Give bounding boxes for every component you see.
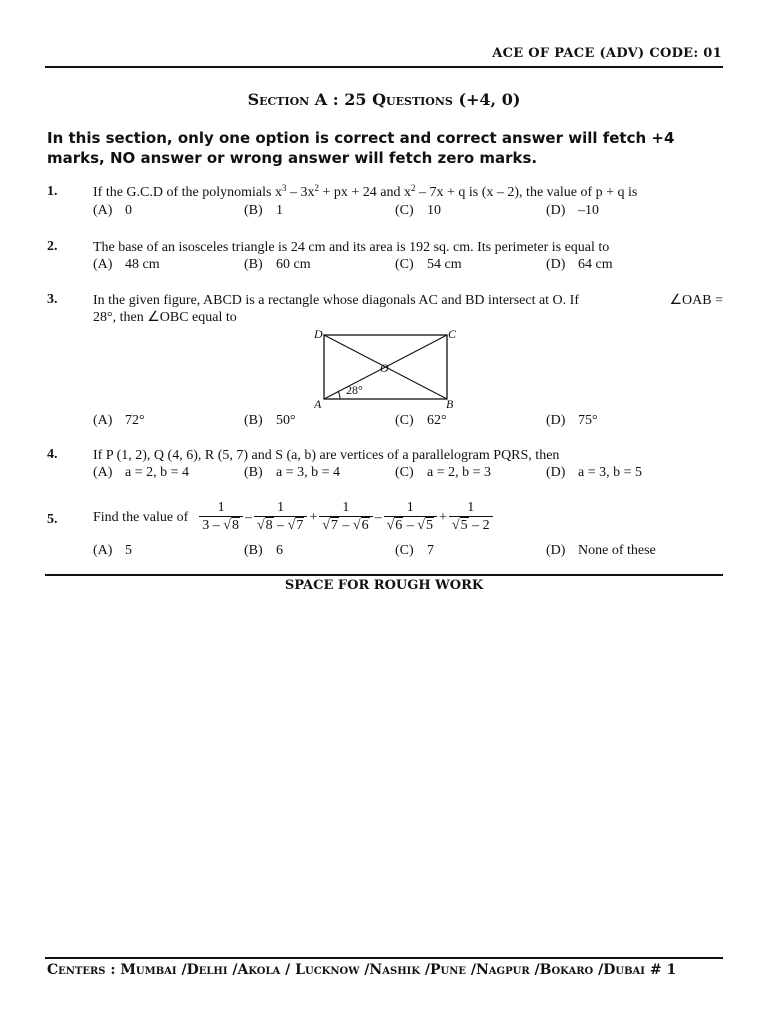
rough-work-rule bbox=[45, 574, 723, 576]
option-c[interactable]: (C) 62° bbox=[395, 413, 447, 428]
question-1 bbox=[47, 184, 727, 224]
question-5 bbox=[47, 500, 727, 562]
label-c: C bbox=[448, 328, 457, 341]
question-2 bbox=[47, 239, 727, 279]
option-c[interactable]: (C) 10 bbox=[395, 203, 441, 218]
option-a[interactable]: (A) a = 2, b = 4 bbox=[93, 465, 190, 480]
options-row bbox=[93, 465, 733, 483]
label-o: O bbox=[380, 361, 389, 375]
footer-centers: Centers : Mumbai /Delhi /Akola / Lucknow /Nashik /Pune /Nagpur /Bokaro /Dubai # 1 bbox=[47, 962, 677, 978]
fraction-1: $\frac{1}{3 - √8}$ bbox=[199, 500, 243, 535]
fraction-5: $\frac{1}{√5 - 2}$ bbox=[449, 500, 493, 535]
question-text: If the G.C.D of the polynomials $x^3 - 3x^2$ + px + 24 and $x^2 - 7x + q$ is (x – 2), the value of p + q is bbox=[93, 183, 638, 200]
option-b[interactable]: (B) 1 bbox=[244, 203, 283, 218]
option-d[interactable]: (D) 64 cm bbox=[546, 257, 613, 272]
option-d[interactable]: (D) a = 3, b = 5 bbox=[546, 465, 643, 480]
angle-oab: ∠OAB bbox=[669, 293, 712, 308]
fraction-4: $\frac{1}{√6 - √5}$ bbox=[384, 500, 437, 535]
question-number: 3. bbox=[47, 292, 58, 307]
option-b[interactable]: (B) 60 cm bbox=[244, 257, 311, 272]
rectangle-figure bbox=[314, 328, 464, 408]
option-d[interactable]: (D) 75° bbox=[546, 413, 598, 428]
rough-work-label: SPACE FOR ROUGH WORK bbox=[284, 578, 484, 593]
options-row bbox=[93, 257, 733, 275]
question-text: In the given figure, ABCD is a rectangle whose diagonals AC and BD intersect at O. If ∠OAB = 28°, then ∠OBC equal to bbox=[93, 293, 723, 325]
fraction-2: $\frac{1}{√8 - √7}$ bbox=[254, 500, 307, 535]
question-text: Find the value of $\frac{1}{3 - √8}$ – $\frac{1}{√8 - √7}$ + $\frac{1}{√7 - √6}$ – $\frac{1}{√6 - √5}$ + $\frac{1}{√5 - 2}$ bbox=[93, 500, 723, 535]
options-row bbox=[93, 413, 733, 431]
fraction-3: $\frac{1}{√7 - √6}$ bbox=[319, 500, 372, 535]
question-text: If P (1, 2), Q (4, 6), R (5, 7) and S (a, b) are vertices of a parallelogram PQRS, then bbox=[93, 448, 560, 463]
header-code: ACE OF PACE (ADV) CODE: 01 bbox=[492, 46, 722, 61]
section-title: Section A : 25 Questions (+4, 0) bbox=[247, 90, 521, 109]
angle-label: 28° bbox=[346, 383, 363, 397]
question-4 bbox=[47, 447, 727, 487]
section-instructions: In this section, only one option is correct and correct answer will fetch +4 marks, NO answer or wrong answer will fetch zero marks. bbox=[47, 129, 675, 167]
label-b: B bbox=[446, 397, 454, 408]
option-a[interactable]: (A) 0 bbox=[93, 203, 132, 218]
option-d[interactable]: (D) –10 bbox=[546, 203, 599, 218]
angle-obc: ∠OBC bbox=[147, 310, 189, 325]
option-c[interactable]: (C) a = 2, b = 3 bbox=[395, 465, 492, 480]
option-b[interactable]: (B) a = 3, b = 4 bbox=[244, 465, 341, 480]
footer-rule bbox=[45, 957, 723, 959]
option-a[interactable]: (A) 48 cm bbox=[93, 257, 160, 272]
option-b[interactable]: (B) 50° bbox=[244, 413, 296, 428]
question-number: 4. bbox=[47, 447, 58, 462]
header-rule bbox=[45, 66, 723, 68]
question-3 bbox=[47, 292, 727, 432]
angle-arc bbox=[338, 391, 340, 399]
question-number: 5. bbox=[47, 512, 58, 527]
option-b[interactable]: (B) 6 bbox=[244, 543, 283, 558]
question-text: The base of an isosceles triangle is 24 cm and its area is 192 sq. cm. Its perimeter is equal to bbox=[93, 240, 610, 255]
question-number: 2. bbox=[47, 239, 58, 254]
option-a[interactable]: (A) 72° bbox=[93, 413, 145, 428]
option-c[interactable]: (C) 54 cm bbox=[395, 257, 462, 272]
label-a: A bbox=[314, 397, 322, 408]
options-row bbox=[93, 543, 733, 561]
option-a[interactable]: (A) 5 bbox=[93, 543, 132, 558]
label-d: D bbox=[314, 328, 323, 341]
question-number: 1. bbox=[47, 184, 58, 199]
options-row bbox=[93, 203, 733, 221]
option-d[interactable]: (D) None of these bbox=[546, 543, 656, 558]
option-c[interactable]: (C) 7 bbox=[395, 543, 434, 558]
